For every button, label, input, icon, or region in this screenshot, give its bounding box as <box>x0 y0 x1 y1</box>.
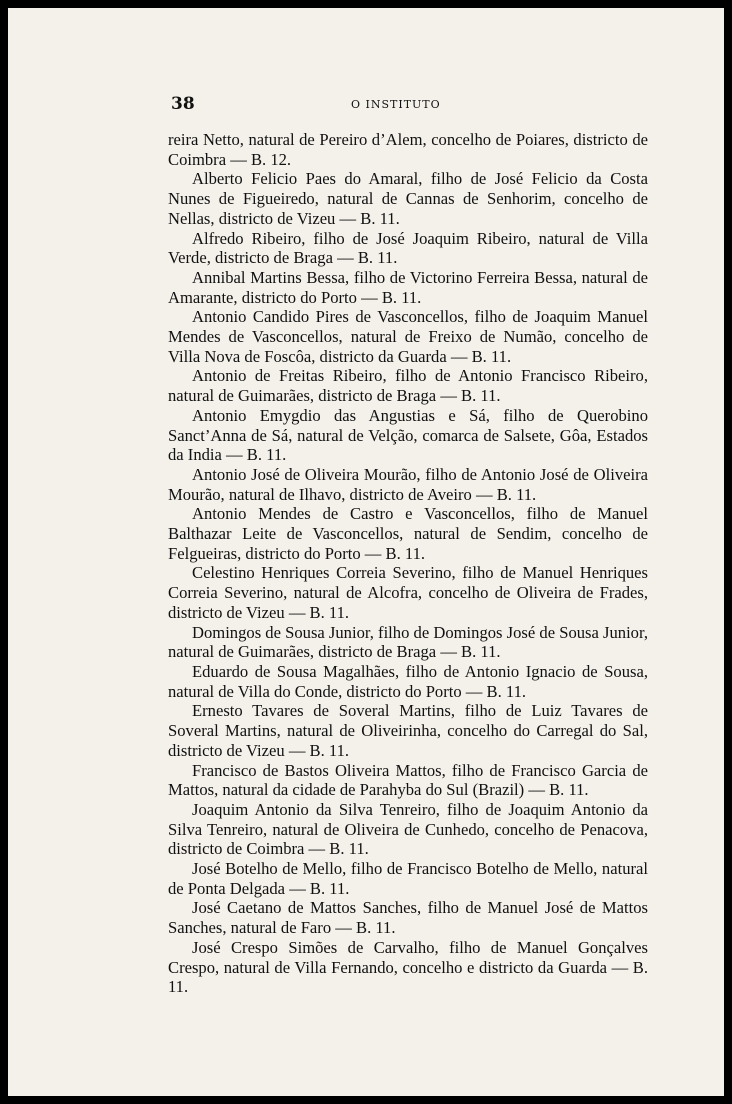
list-entry: Antonio de Freitas Ribeiro, filho de Antonio Francisco Ribeiro, natural de Guimarães, districto de Braga — B. 11. <box>168 366 648 406</box>
list-entry: Alfredo Ribeiro, filho de José Joaquim Ribeiro, natural de Villa Verde, districto de Braga — B. 11. <box>168 228 648 268</box>
scanned-page <box>8 8 724 1096</box>
list-entry: Antonio Emygdio das Angustias e Sá, filho de Querobino Sanct’Anna de Sá, natural de Velção, comarca de Salsete, Gôa, Estados da India — B. 11. <box>168 405 648 465</box>
page-number: 38 <box>171 94 195 114</box>
list-entry: Domingos de Sousa Junior, filho de Domingos José de Sousa Junior, natural de Guimarães, districto de Braga — B. 11. <box>168 622 648 662</box>
list-entry: Celestino Henriques Correia Severino, filho de Manuel Henriques Correia Severino, natural de Alcofra, concelho de Oliveira de Frades, districto de Vizeu — B. 11. <box>168 563 648 622</box>
list-entry: Ernesto Tavares de Soveral Martins, filho de Luiz Tavares de Soveral Martins, natural de Oliveirinha, concelho do Carregal do Sal, districto de Vizeu — B. 11. <box>168 701 648 760</box>
list-entry: Francisco de Bastos Oliveira Mattos, filho de Francisco Garcia de Mattos, natural da cidade de Parahyba do Sul (Brazil) — B. 11. <box>168 760 648 800</box>
student-list <box>168 130 648 997</box>
list-entry: Antonio Mendes de Castro e Vasconcellos, filho de Manuel Balthazar Leite de Vasconcellos, natural de Sendim, concelho de Felgueiras, districto do Porto — B. 11. <box>168 504 648 563</box>
running-title: O INSTITUTO <box>351 98 441 111</box>
list-entry: José Botelho de Mello, filho de Francisco Botelho de Mello, natural de Ponta Delgada — B. 11. <box>168 859 648 898</box>
list-entry: Annibal Martins Bessa, filho de Victorino Ferreira Bessa, natural de Amarante, districto do Porto — B. 11. <box>168 267 648 307</box>
list-entry: José Caetano de Mattos Sanches, filho de Manuel José de Mattos Sanches, natural de Faro — B. 11. <box>168 898 648 938</box>
list-entry: Antonio Candido Pires de Vasconcellos, filho de Joaquim Manuel Mendes de Vasconcellos, natural de Freixo de Numão, concelho de Villa Nova de Foscôa, districto da Guarda — B. 11. <box>168 307 648 366</box>
list-entry: Alberto Felicio Paes do Amaral, filho de José Felicio da Costa Nunes de Figueiredo, natural de Cannas de Senhorim, concelho de Nellas, districto de Vizeu — B. 11. <box>168 169 648 228</box>
list-entry: reira Netto, natural de Pereiro d’Alem, concelho de Poiares, districto de Coimbra — B. 12. <box>168 130 648 169</box>
list-entry: Joaquim Antonio da Silva Tenreiro, filho de Joaquim Antonio da Silva Tenreiro, natural de Oliveira de Cunhedo, concelho de Penacova, districto de Coimbra — B. 11. <box>168 799 648 859</box>
page-header <box>171 94 651 116</box>
list-entry: Antonio José de Oliveira Mourão, filho de Antonio José de Oliveira Mourão, natural de Ilhavo, districto de Aveiro — B. 11. <box>168 464 648 504</box>
list-entry: José Crespo Simões de Carvalho, filho de Manuel Gonçalves Crespo, natural de Villa Fernando, concelho e districto da Guarda — B. 11. <box>168 937 648 997</box>
list-entry: Eduardo de Sousa Magalhães, filho de Antonio Ignacio de Sousa, natural de Villa do Conde, districto do Porto — B. 11. <box>168 661 648 701</box>
